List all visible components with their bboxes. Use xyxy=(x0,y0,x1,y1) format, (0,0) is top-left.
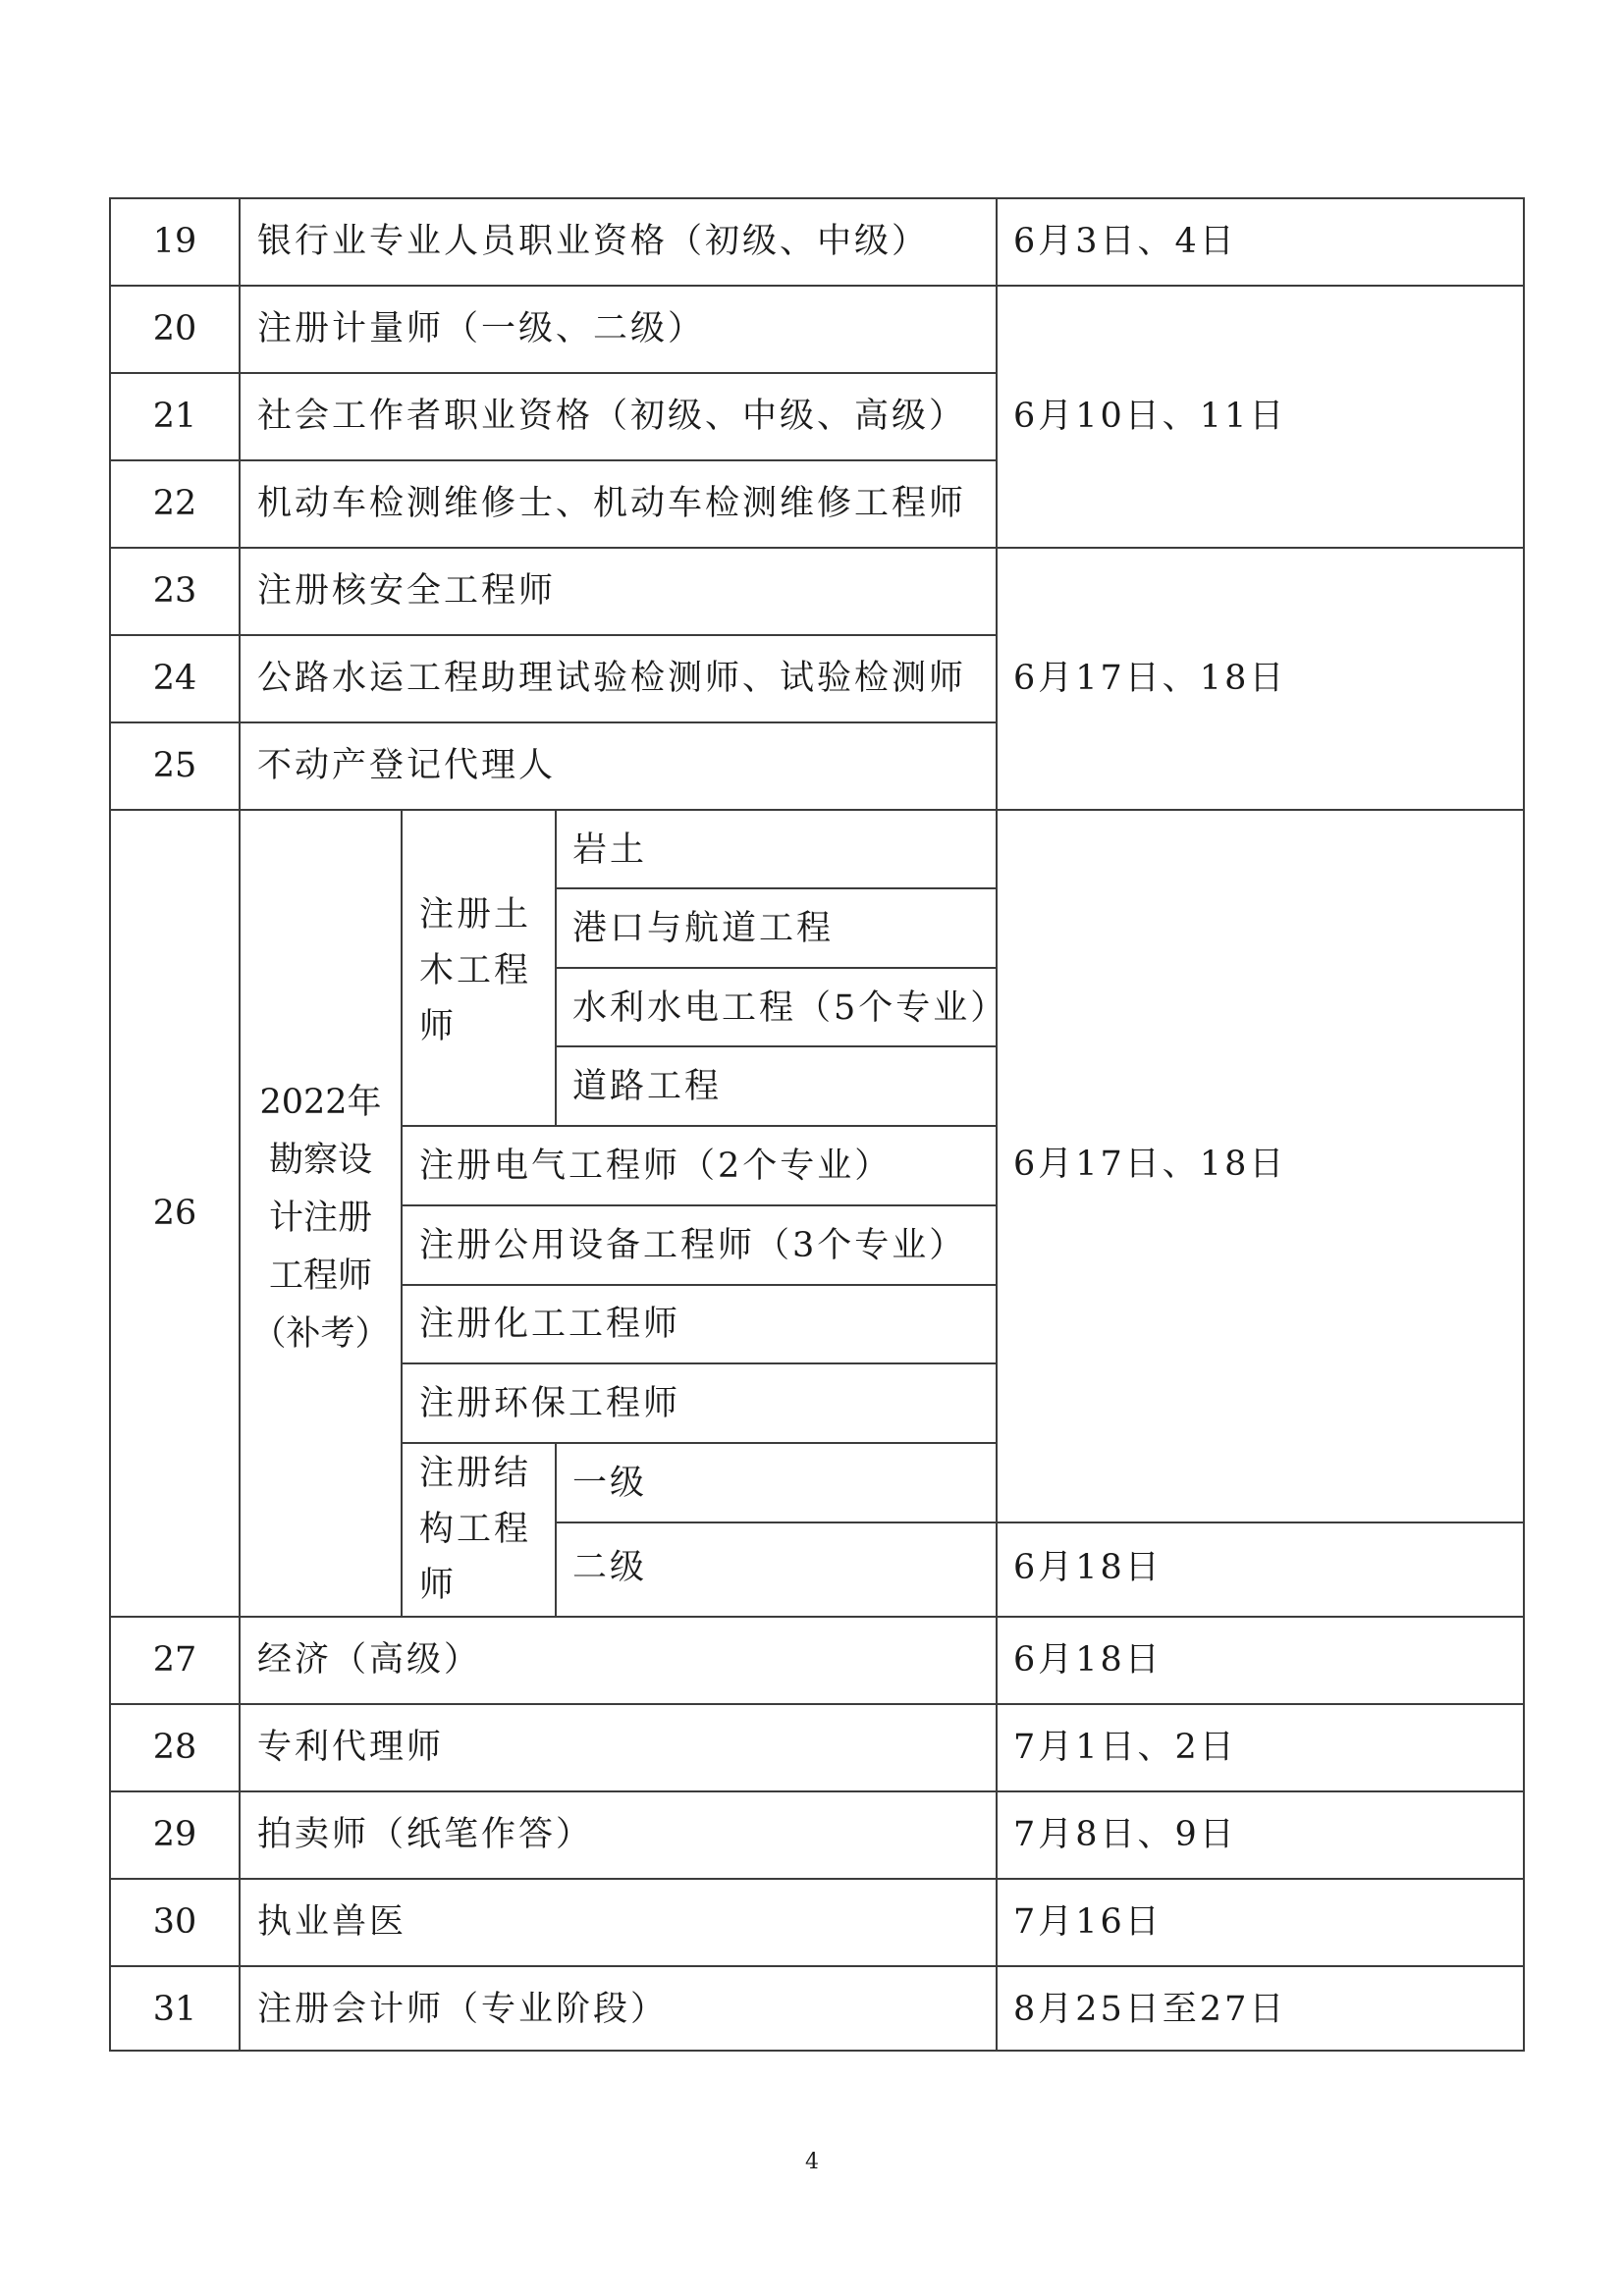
row-divider xyxy=(109,721,998,723)
exam-name: 注册核安全工程师 xyxy=(257,571,557,611)
structural-engineer-label xyxy=(419,1446,531,1614)
group-label-line: 2022年 xyxy=(259,1083,382,1122)
exam-date: 7月16日 xyxy=(1013,1902,1163,1942)
column-divider xyxy=(555,1442,557,1618)
exam-date: 6月17日、18日 xyxy=(1013,659,1287,698)
specialty-name: 一级 xyxy=(572,1464,648,1503)
structural-engineer-line: 师 xyxy=(419,1566,458,1605)
specialty-name: 注册化工工程师 xyxy=(419,1305,681,1344)
civil-engineer-label xyxy=(419,887,531,1055)
exam-name: 银行业专业人员职业资格（初级、中级） xyxy=(257,222,930,261)
row-divider xyxy=(555,1522,1525,1523)
exam-name: 专利代理师 xyxy=(257,1728,445,1767)
exam-name: 注册计量师（一级、二级） xyxy=(257,309,706,348)
group-label-line: 计注册 xyxy=(268,1199,372,1238)
exam-name: 社会工作者职业资格（初级、中级、高级） xyxy=(257,397,967,436)
specialty-name: 港口与航道工程 xyxy=(572,909,835,948)
row-number: 25 xyxy=(152,746,197,785)
exam-date: 6月18日 xyxy=(1013,1548,1163,1587)
row-number: 26 xyxy=(152,1194,197,1233)
page-number: 4 xyxy=(805,2150,819,2174)
row-divider xyxy=(109,1703,1525,1705)
structural-engineer-line: 构工程 xyxy=(419,1510,532,1549)
exam-name: 经济（高级） xyxy=(257,1640,482,1680)
row-divider xyxy=(109,285,1525,287)
row-divider xyxy=(109,1965,1525,1967)
structural-engineer-line: 注册结 xyxy=(419,1454,532,1493)
row-number: 27 xyxy=(152,1640,197,1680)
group-label xyxy=(241,1074,401,1363)
row-number: 22 xyxy=(152,484,197,523)
row-divider xyxy=(109,1616,1525,1618)
row-number: 19 xyxy=(152,222,197,261)
civil-engineer-line: 师 xyxy=(419,1007,458,1046)
row-divider xyxy=(401,1284,998,1286)
row-divider xyxy=(109,1878,1525,1880)
row-divider xyxy=(401,1125,998,1127)
row-divider xyxy=(401,1442,998,1444)
row-number: 20 xyxy=(152,309,197,348)
specialty-name: 道路工程 xyxy=(572,1067,723,1106)
row-divider xyxy=(109,459,998,461)
row-divider xyxy=(109,809,1525,811)
exam-date: 7月1日、2日 xyxy=(1013,1728,1237,1767)
row-divider xyxy=(555,887,998,889)
specialty-name: 岩土 xyxy=(572,830,648,870)
exam-name: 拍卖师（纸笔作答） xyxy=(257,1815,594,1854)
row-number: 21 xyxy=(152,397,197,436)
group-label-line: 勘察设 xyxy=(268,1141,372,1180)
row-divider xyxy=(401,1204,998,1206)
exam-date: 7月8日、9日 xyxy=(1013,1815,1237,1854)
specialty-name: 注册公用设备工程师（3个专业） xyxy=(419,1226,967,1265)
column-divider xyxy=(996,197,998,2052)
row-number: 31 xyxy=(152,1990,197,2029)
exam-date: 6月18日 xyxy=(1013,1640,1163,1680)
column-divider xyxy=(555,809,557,1127)
group-label-line: 工程师 xyxy=(268,1256,372,1296)
row-divider xyxy=(555,967,998,969)
row-divider xyxy=(401,1362,998,1364)
group-label-line: （补考） xyxy=(251,1314,390,1354)
exam-date: 8月25日至27日 xyxy=(1013,1990,1287,2029)
exam-date: 6月3日、4日 xyxy=(1013,222,1237,261)
specialty-name: 注册电气工程师（2个专业） xyxy=(419,1147,893,1186)
exam-date: 6月17日、18日 xyxy=(1013,1145,1287,1184)
exam-date: 6月10日、11日 xyxy=(1013,397,1287,436)
specialty-name: 注册环保工程师 xyxy=(419,1384,681,1423)
row-divider xyxy=(109,1790,1525,1792)
row-number: 23 xyxy=(152,571,197,611)
row-number: 28 xyxy=(152,1728,197,1767)
exam-name: 公路水运工程助理试验检测师、试验检测师 xyxy=(257,659,967,698)
row-number: 24 xyxy=(152,659,197,698)
exam-name: 注册会计师（专业阶段） xyxy=(257,1990,669,2029)
row-number: 30 xyxy=(152,1902,197,1942)
exam-name: 机动车检测维修士、机动车检测维修工程师 xyxy=(257,484,967,523)
column-divider xyxy=(401,809,403,1618)
row-divider xyxy=(555,1045,998,1047)
exam-name: 不动产登记代理人 xyxy=(257,746,557,785)
specialty-name: 二级 xyxy=(572,1548,648,1587)
row-divider xyxy=(109,372,998,374)
civil-engineer-line: 木工程 xyxy=(419,951,532,990)
exam-name: 执业兽医 xyxy=(257,1902,407,1942)
specialty-name: 水利水电工程（5个专业） xyxy=(572,988,1008,1028)
row-divider xyxy=(109,547,1525,549)
row-number: 29 xyxy=(152,1815,197,1854)
civil-engineer-line: 注册土 xyxy=(419,895,532,934)
row-divider xyxy=(109,634,998,636)
